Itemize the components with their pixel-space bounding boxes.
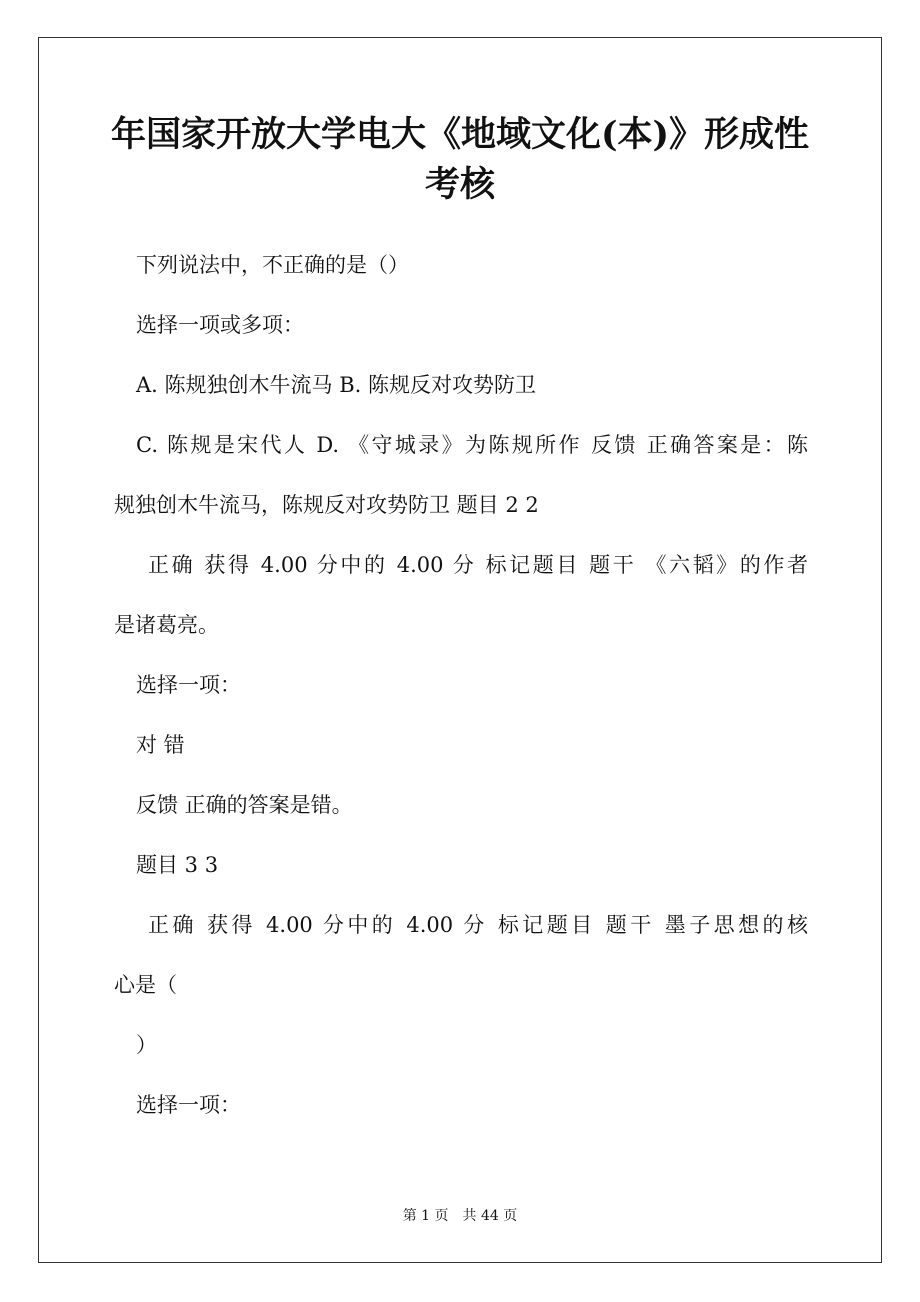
question-2-stem-continued: 是诸葛亮。	[114, 613, 219, 637]
question-2-options: 对 错	[136, 733, 185, 757]
question-2-header: 正确 获得 4.00 分中的 4.00 分 标记题目 题干 《六韬》的作者	[148, 553, 808, 577]
page-footer: 第 1 页 共 44 页	[402, 1208, 518, 1224]
question-3-stem-close: ）	[136, 1033, 157, 1057]
question-1-options-cd-feedback: C. 陈规是宋代人 D. 《守城录》为陈规所作 反馈 正确答案是：陈	[136, 433, 808, 457]
question-3-number: 题目 3 3	[136, 853, 219, 877]
question-3-header: 正确 获得 4.00 分中的 4.00 分 标记题目 题干 墨子思想的核	[148, 913, 808, 937]
document-title-line-2: 考核	[424, 164, 495, 205]
question-3-instruction: 选择一项：	[136, 1093, 241, 1117]
question-1-options-ab: A. 陈规独创木牛流马 B. 陈规反对攻势防卫	[136, 373, 536, 397]
document-title-line-1: 年国家开放大学电大《地域文化(本)》形成性	[110, 114, 810, 155]
question-2-instruction: 选择一项：	[136, 673, 241, 697]
question-1-answer-continued: 规独创木牛流马，陈规反对攻势防卫 题目 2 2	[114, 493, 539, 517]
question-1-instruction: 选择一项或多项：	[136, 313, 304, 337]
question-3-stem-continued: 心是（	[114, 973, 177, 997]
question-2-feedback: 反馈 正确的答案是错。	[136, 793, 353, 817]
question-1-stem: 下列说法中，不正确的是（）	[136, 253, 409, 277]
page-border	[38, 37, 882, 1263]
